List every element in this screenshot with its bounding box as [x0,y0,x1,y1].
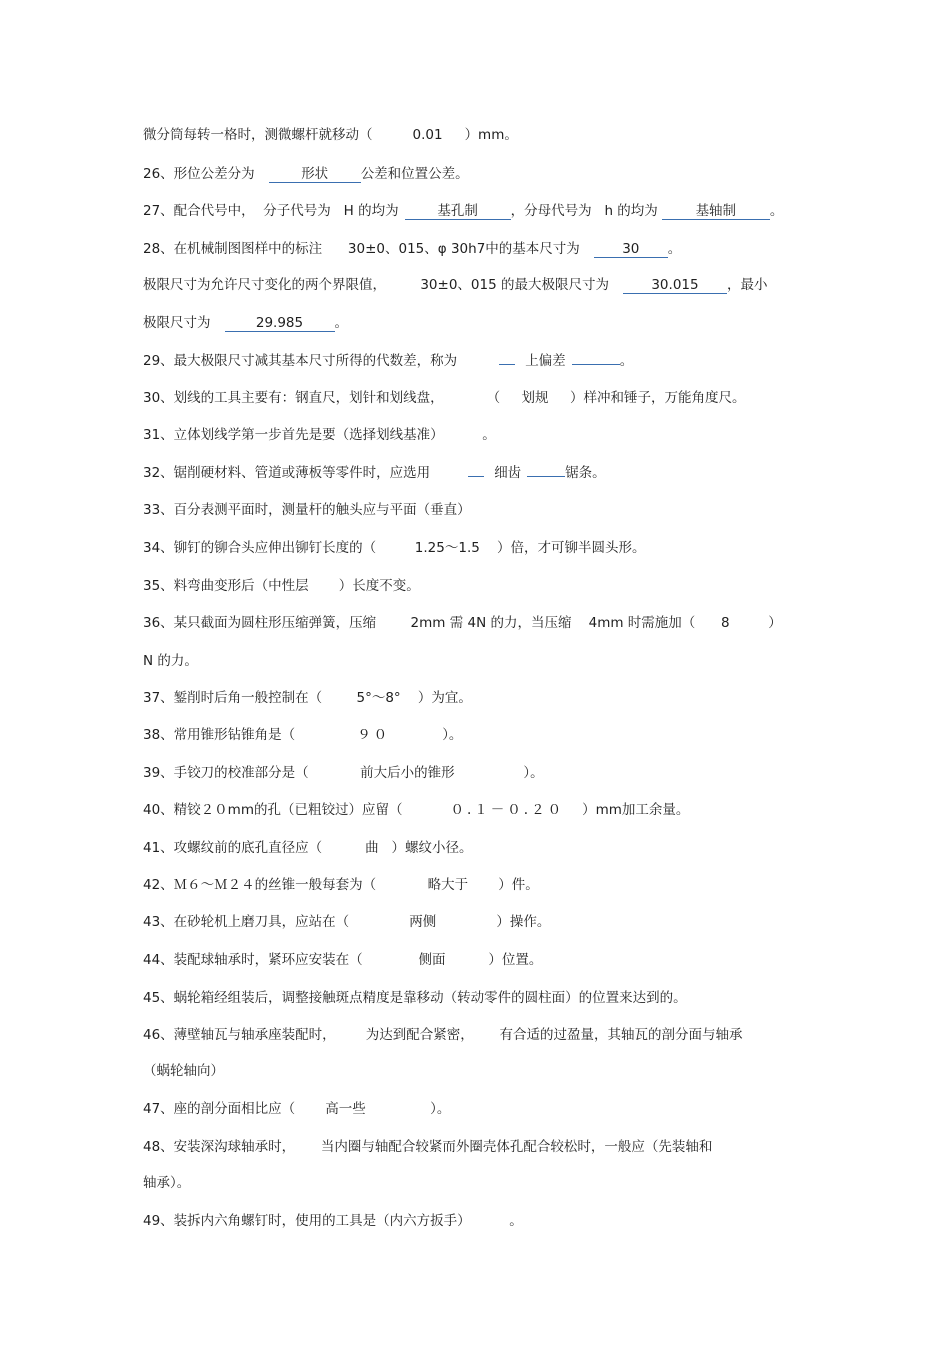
q-text: 。 [769,203,784,219]
question-37 [143,689,820,707]
q-text: ）mm。 [464,127,518,143]
q-text: 46、薄壁轴瓦与轴承座装配时， 为达到配合紧密， 有合适的过盈量，其轴瓦的剖分面与轴承 [143,1027,743,1043]
q-text: 。 [667,241,682,257]
q-text: 39、手铰刀的校准部分是（ 前大后小的锥形 ）。 [143,765,544,781]
q-text: 47、座的剖分面相比应（ 高一些 ）。 [143,1101,451,1117]
q-text: 32、锯削硬材料、管道或薄板等零件时，应选用 [143,465,431,481]
q-text: 微分筒每转一格时，测微螺杆就移动（ [143,127,373,143]
question-28-line3 [143,314,820,332]
answer-blank: 基轴制 [662,203,770,220]
answer-blank: 29.985 [225,315,335,332]
question-39 [143,764,820,782]
q-text: 31、立体划线学第一步首先是要（选择划线基准） 。 [143,427,496,443]
q-text: 38、常用锥形钻锥角是（ [143,727,296,743]
question-25-continued [143,126,820,144]
question-34 [143,539,820,557]
q-text: 45、蜗轮箱经组装后，调整接触斑点精度是靠移动（转动零件的圆柱面）的位置来达到的。 [143,990,687,1006]
question-36 [143,614,820,632]
q-text: 40、精铰２０mm的孔（已粗铰过）应留（ [143,802,403,818]
answer-value: 0.01 [412,127,443,143]
question-28 [143,240,820,258]
question-35 [143,577,820,595]
question-33 [143,501,820,519]
q-text: N 的力。 [143,653,198,669]
question-46 [143,1026,820,1044]
q-text: 27、配合代号中， 分子代号为 H 的均为 [143,203,399,219]
q-text: 极限尺寸为 [143,315,211,331]
q-text: 43、在砂轮机上磨刀具，应站在（ 两侧 ）操作。 [143,914,551,930]
question-40 [143,801,820,819]
answer-blank: 基孔制 [405,203,511,220]
question-26 [143,165,820,183]
answer-blank: 形状 [269,166,361,183]
answer-blank: 30.015 [623,277,727,294]
question-44 [143,951,820,969]
q-text: 37、錾削时后角一般控制在（ 5°～8° ）为宜。 [143,690,472,706]
question-32 [143,464,820,482]
q-text: 29、最大极限尺寸减其基本尺寸所得的代数差，称为 [143,353,458,369]
q-text: 42、Ｍ６～Ｍ２４的丝锥一般每套为（ 略大于 ）件。 [143,877,539,893]
answer-blank: 30 [594,241,668,258]
answer-blank [572,364,620,365]
question-36-line2 [143,652,820,670]
question-48 [143,1138,820,1156]
q-text: 35、料弯曲变形后（中性层 ）长度不变。 [143,578,420,594]
q-text: 48、安装深沟球轴承时， 当内圈与轴配合较紧而外圈壳体孔配合较松时，一般应（先装轴和 [143,1139,713,1155]
question-46-line2 [143,1062,820,1080]
q-text: 26、形位公差分为 [143,166,255,182]
q-text: 28、在机械制图图样中的标注 30±0、015、φ 30h7中的基本尺寸为 [143,241,580,257]
answer-value: ９０ [357,727,391,743]
question-41 [143,839,820,857]
q-text: 30、划线的工具主要有：钢直尺，划针和划线盘， （ 划规 ）样冲和锤子，万能角度尺。 [143,390,746,406]
question-43 [143,913,820,931]
q-text: 34、铆钉的铆合头应伸出铆钉长度的（ 1.25～1.5 ）倍，才可铆半圆头形。 [143,540,646,556]
q-text: 。 [334,315,348,331]
question-29 [143,352,820,370]
question-49 [143,1212,820,1230]
q-text: 36、某只截面为圆柱形压缩弹簧，压缩 2mm 需 4N 的力，当压缩 4mm 时需施加（ 8 ） [143,615,782,631]
answer-blank [468,476,484,477]
answer-blank [499,364,515,365]
question-28-line2 [143,276,820,294]
q-text: 极限尺寸为允许尺寸变化的两个界限值， 30±0、015 的最大极限尺寸为 [143,277,609,293]
q-text: 33、百分表测平面时，测量杆的触头应与平面（垂直） [143,502,471,518]
answer-blank [527,476,565,477]
question-30 [143,389,820,407]
q-text: 。 [619,353,634,369]
q-text: ）。 [442,727,463,743]
answer-value: 上偏差 [525,353,566,369]
q-text: （蜗轮轴向） [143,1063,224,1079]
answer-value: 细齿 [494,465,522,481]
question-27 [143,202,820,220]
q-text: ，分母代号为 h 的均为 [510,203,658,219]
q-text: ）mm加工余量。 [582,802,690,818]
question-45 [143,989,820,1007]
q-text: 轴承）。 [143,1175,191,1191]
q-text: 公差和位置公差。 [360,166,469,182]
q-text: 41、攻螺纹前的底孔直径应（ 曲 ）螺纹小径。 [143,840,473,856]
q-text: 49、装拆内六角螺钉时，使用的工具是（内六方扳手） 。 [143,1213,523,1229]
q-text: 锯条。 [565,465,606,481]
question-38 [143,726,820,744]
q-text: ，最小 [726,277,768,293]
q-text: 44、装配球轴承时，紧环应安装在（ 侧面 ）位置。 [143,952,543,968]
question-48-line2 [143,1174,820,1192]
answer-value: ０.１－０.２０ [450,802,565,818]
question-42 [143,876,820,894]
question-31 [143,426,820,444]
question-47 [143,1100,820,1118]
